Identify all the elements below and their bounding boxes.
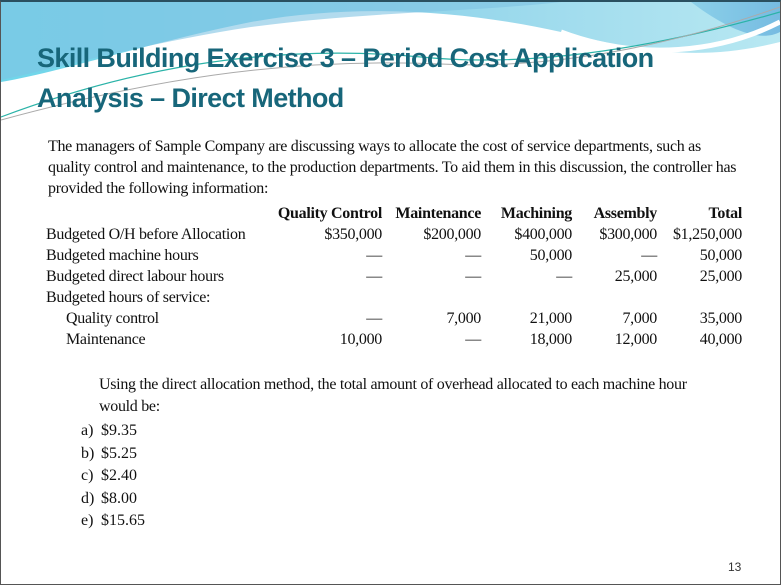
table-row: [46, 308, 742, 329]
table-cell: —: [366, 268, 382, 285]
table-cell: 50,000: [699, 247, 742, 264]
answer-option: [81, 420, 145, 443]
table-cell: 50,000: [529, 247, 572, 264]
header-blank: [46, 203, 276, 224]
cost-data-table: [46, 203, 742, 350]
answer-options: [81, 420, 145, 533]
header-total: Total: [708, 205, 742, 222]
table-row: [46, 329, 742, 350]
option-value: $15.65: [101, 512, 145, 529]
table-cell: —: [366, 310, 382, 327]
intro-paragraph: The managers of Sample Company are discussing ways to allocate the cost of service departments, such as quality control and maintenance, to the production departments. To aid them in this discussion, the controller has provided the following information:: [48, 138, 737, 197]
table-cell: —: [366, 247, 382, 264]
table-cell: 7,000: [446, 310, 481, 327]
table-cell: 25,000: [614, 268, 657, 285]
table-cell: $400,000: [514, 226, 572, 243]
table-cell: —: [465, 331, 481, 348]
answer-option: [81, 443, 145, 466]
question-text: Using the direct allocation method, the total amount of overhead allocated to each machine hour would be:: [99, 376, 687, 415]
option-letter: a): [81, 422, 94, 439]
table-cell: [276, 287, 382, 308]
header-maintenance: Maintenance: [395, 205, 481, 222]
table-row: [46, 287, 742, 308]
header-machining: Machining: [500, 205, 572, 222]
table-cell: $1,250,000: [672, 226, 742, 243]
table-header-row: [46, 203, 742, 224]
option-value: $9.35: [101, 422, 137, 439]
table-row: [46, 266, 742, 287]
table-cell: 10,000: [339, 331, 382, 348]
option-value: $8.00: [101, 489, 137, 507]
table-cell: 18,000: [529, 331, 572, 348]
title-line-1: Skill Building Exercise 3 – Period Cost Application: [37, 43, 654, 73]
option-letter: c): [81, 467, 94, 484]
option-value: $2.40: [101, 467, 137, 484]
table-cell: 40,000: [699, 331, 742, 348]
header-assembly: Assembly: [593, 205, 657, 222]
table-cell: $350,000: [324, 226, 382, 243]
title-line-2: Analysis – Direct Method: [37, 83, 344, 113]
table-row: [46, 245, 742, 266]
answer-option: [81, 465, 145, 488]
table-cell: 21,000: [529, 310, 572, 327]
slide-title: [37, 38, 654, 118]
row-label: Budgeted direct labour hours: [46, 268, 224, 285]
row-label: Budgeted machine hours: [46, 247, 199, 264]
table-cell: $300,000: [599, 226, 657, 243]
header-quality-control: Quality Control: [277, 205, 382, 222]
table-cell: —: [465, 268, 481, 285]
row-label: Quality control: [66, 310, 159, 327]
table-cell: [382, 287, 481, 308]
table-cell: 25,000: [699, 268, 742, 285]
table-cell: $200,000: [423, 226, 481, 243]
table-row: [46, 224, 742, 245]
answer-option: [81, 510, 145, 533]
option-letter: b): [81, 444, 95, 462]
table-cell: 7,000: [622, 310, 657, 327]
table-cell: [481, 287, 572, 308]
answer-option: [81, 488, 145, 511]
option-letter: d): [81, 489, 95, 507]
table-cell: —: [465, 247, 481, 264]
row-label: Budgeted O/H before Allocation: [46, 226, 246, 243]
page-number: 13: [728, 560, 742, 574]
option-letter: e): [81, 512, 94, 529]
table-cell: 12,000: [614, 331, 657, 348]
table-cell: 35,000: [699, 310, 742, 327]
table-cell: —: [556, 268, 572, 285]
row-label: Maintenance: [66, 331, 146, 348]
row-label: Budgeted hours of service:: [46, 289, 211, 306]
table-cell: [572, 287, 657, 308]
table-cell: [657, 287, 742, 308]
table-cell: —: [641, 247, 657, 264]
option-value: $5.25: [101, 444, 137, 462]
